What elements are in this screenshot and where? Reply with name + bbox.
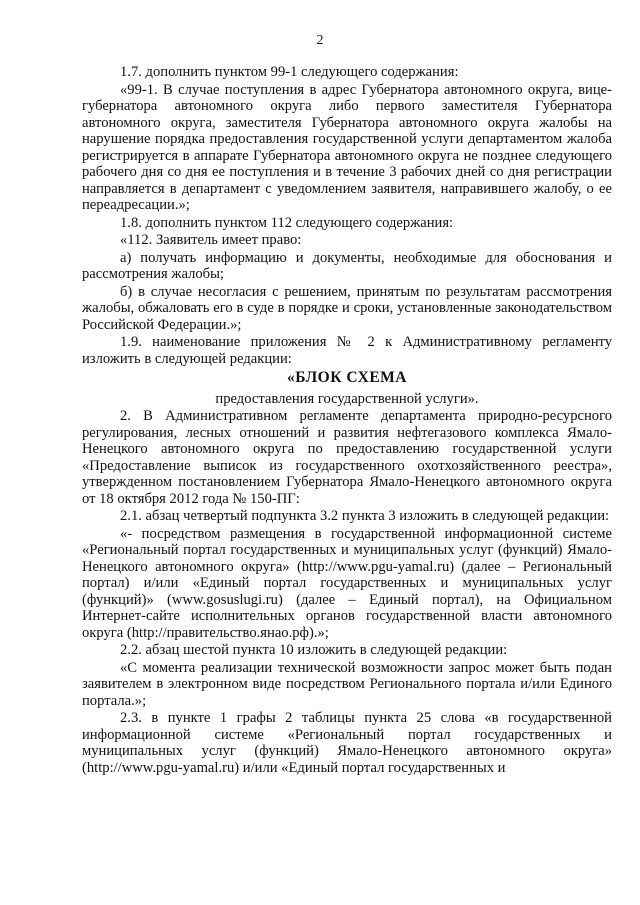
paragraph-1-8: 1.8. дополнить пунктом 112 следующего содержания: bbox=[120, 214, 454, 231]
section-subheading: предоставления государственной услуги». bbox=[215, 390, 479, 407]
paragraph-2-1: 2.1. абзац четвертый подпункта 3.2 пункта 3 изложить в следующей редакции: bbox=[120, 508, 610, 524]
paragraph-112-a: а) получать информацию и документы, необходимые для обоснования и рассмотрения жалобы; bbox=[82, 249, 612, 282]
paragraph-112-b: б) в случае несогласия с решением, принятым по результатам рассмотрения жалобы, обжаловать его в суде в порядке и сроки, установленные законодательством Российской Федерации.»; bbox=[82, 283, 612, 333]
paragraph-2-1-text: «- посредством размещения в государственной информационной системе «Региональный портал государственных и муниципальных услуг (функций) Ямало-Ненецкого автономного округа» (http://www.pgu-yamal.ru) (далее – Региональный портал) и/или «Единый портал государственных и муниципальных услуг (функций)» (www.gosuslugi.ru) (далее – Единый портал), на Официальном Интернет-сайте исполнительных органов государственной власти автономного округа (http://правительство.янао.рф).»; bbox=[82, 525, 612, 641]
paragraph-1-7: 1.7. дополнить пунктом 99-1 следующего содержания: bbox=[120, 64, 459, 80]
paragraph-2-2-text: «С момента реализации технической возможности запрос может быть подан заявителем в электронном виде посредством Регионального портала и/или Единого портала.»; bbox=[82, 659, 612, 709]
paragraph-2-2: 2.2. абзац шестой пункта 10 изложить в следующей редакции: bbox=[120, 642, 508, 658]
section-heading: «БЛОК СХЕМА bbox=[287, 369, 407, 386]
paragraph-112: «112. Заявитель имеет право: bbox=[120, 232, 302, 248]
paragraph-2-3: 2.3. в пункте 1 графы 2 таблицы пункта 25 слова «в государственной информационной системе «Региональный портал государственных и муниципальных услуг (функций) Ямало-Ненецкого автономного округа» (http://www.pgu-yamal.ru) и/или «Единый портал государственных и bbox=[82, 710, 612, 776]
paragraph-2: 2. В Административном регламенте департамента природно-ресурсного регулирования, лесных отношений и развития нефтегазового комплекса Ямало-Ненецкого автономного округа по предоставлению государственной услуги «Предоставление выписок из государственного охотхозяйственного реестра», утвержденном постановлением Губернатора Ямало-Ненецкого автономного округа от 18 октября 2012 года № 150-ПГ: bbox=[82, 408, 612, 507]
document-body bbox=[82, 64, 612, 777]
page-number: 2 bbox=[316, 33, 324, 48]
paragraph-1-9: 1.9. наименование приложения № 2 к Административному регламенту изложить в следующей редакции: bbox=[82, 334, 612, 367]
paragraph-99-1: «99-1. В случае поступления в адрес Губернатора автономного округа, вице-губернатора автономного округа либо первого заместителя Губернатора автономного округа, заместителя Губернатора автономного округа жалобы на нарушение порядка предоставления государственной услуги департаментом жалоба регистрируется в аппарате Губернатора автономного округа не позднее следующего рабочего дня со дня ее поступления и в течение 3 рабочих дней со дня регистрации направляется в департамент с уведомлением заявителя, направившего жалобу, о ее переадресации.»; bbox=[82, 81, 612, 213]
